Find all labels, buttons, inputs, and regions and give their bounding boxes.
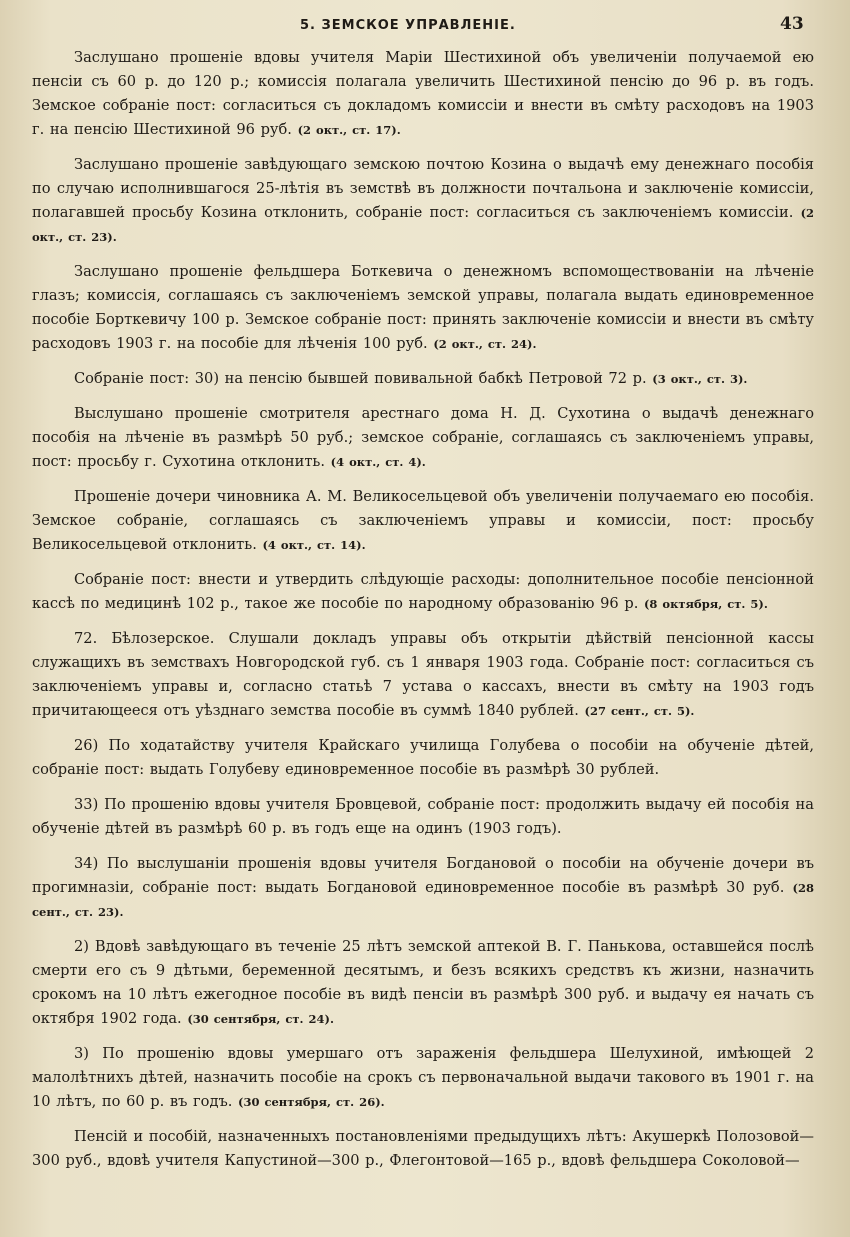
paragraph (32, 935, 814, 1031)
paragraph-text: Заслушано прошеніе фельдшера Боткевича о денежномъ вспомоществованіи на лѣченіе глазъ; комиссія, соглашаясь съ заключеніемъ земской управы, полагала выдать единовременное пособіе Борткевичу 100 р. Земское собраніе пост: принять заключеніе комиссіи и внести въ смѣту расходовъ 1903 г. на пособіе для лѣченія 100 руб. (32, 263, 814, 352)
citation-ref: (4 окт., ст. 14). (262, 538, 366, 552)
citation-ref: (30 сентября, ст. 24). (187, 1012, 334, 1026)
paragraph (32, 367, 814, 391)
page-number: 43 (780, 14, 804, 34)
citation-ref: (30 сентября, ст. 26). (238, 1095, 385, 1109)
citation-ref: (27 сент., ст. 5). (584, 704, 695, 718)
paragraph-text: Выслушано прошеніе смотрителя арестнаго дома Н. Д. Сухотина о выдачѣ денежнаго пособія на лѣченіе въ размѣрѣ 50 руб.; земское собраніе, соглашаясь съ заключеніемъ управы, пост: просьбу г. Сухотина отклонить. (32, 405, 814, 470)
paragraph (32, 852, 814, 924)
paragraph-text: Заслушано прошеніе завѣдующаго земскою почтою Козина о выдачѣ ему денежнаго пособія по случаю исполнившагося 25-лѣтія въ земствѣ въ должности почтальона и заключеніе комиссіи, полагавшей просьбу Козина отклонить, собраніе пост: согласиться съ заключеніемъ комиссіи. (32, 156, 814, 221)
paragraph-text: Собраніе пост: 30) на пенсію бывшей повивальной бабкѣ Петровой 72 р. (74, 370, 647, 387)
paragraph-text: 26) По ходатайству учителя Крайскаго училища Голубева о пособіи на обученіе дѣтей, собраніе пост: выдать Голубеву единовременное пособіе въ размѣрѣ 30 рублей. (32, 737, 814, 778)
citation-ref: (8 октября, ст. 5). (643, 597, 768, 611)
paragraph (32, 46, 814, 142)
paragraph-text: Собраніе пост: внести и утвердить слѣдующіе расходы: дополнительное пособіе пенсіонной кассѣ по медицинѣ 102 р., такое же пособіе по народному образованію 96 р. (32, 571, 814, 612)
citation-ref: (2 окт., ст. 17). (297, 123, 401, 137)
citation-ref: (2 окт., ст. 24). (433, 337, 537, 351)
page-header (0, 10, 850, 40)
running-head: 5. ЗЕМСКОЕ УПРАВЛЕНІЕ. (300, 18, 516, 33)
citation-ref: (4 окт., ст. 4). (330, 455, 426, 469)
paragraph-text: 33) По прошенію вдовы учителя Бровцевой, собраніе пост: продолжить выдачу ей пособія на обученіе дѣтей въ размѣрѣ 60 р. въ годъ еще на одинъ (1903 годъ). (32, 796, 814, 837)
citation-ref: (3 окт., ст. 3). (652, 372, 748, 386)
paragraph (32, 485, 814, 557)
paragraph-text: Прошеніе дочери чиновника А. М. Великосельцевой объ увеличеніи получаемаго ею пособія. Земское собраніе, соглашаясь съ заключеніемъ управы и комиссіи, пост: просьбу Великосельцевой отклонить. (32, 488, 814, 553)
paragraph (32, 1125, 814, 1173)
paragraph (32, 568, 814, 616)
paragraph (32, 1042, 814, 1114)
paragraph-text: 2) Вдовѣ завѣдующаго въ теченіе 25 лѣтъ земской аптекой В. Г. Панькова, оставшейся послѣ смерти его съ 9 дѣтьми, беременной десятымъ, и безъ всякихъ средствъ къ жизни, назначить срокомъ на 10 лѣтъ ежегодное пособіе въ видѣ пенсіи въ размѣрѣ 300 руб. и выдачу ея начать съ октября 1902 года. (32, 938, 814, 1027)
paragraph-text: Пенсій и пособій, назначенныхъ постановленіями предыдущихъ лѣтъ: Акушеркѣ Полозовой—300 руб., вдовѣ учителя Капустиной—300 р., Флегонтовой—165 р., вдовѣ фельдшера Соколовой— (32, 1128, 814, 1169)
paragraph (32, 793, 814, 841)
paragraph (32, 627, 814, 723)
paragraph (32, 402, 814, 474)
citation-ref: (2 окт., ст. 23). (32, 206, 815, 244)
paragraph-text: Заслушано прошеніе вдовы учителя Маріи Шестихиной объ увеличеніи получаемой ею пенсіи съ 60 р. до 120 р.; комиссія полагала увеличить Шестихиной пенсію до 96 р. въ годъ. Земское собраніе пост: согласиться съ докладомъ комиссіи и внести въ смѣту расходовъ на 1903 г. на пенсію Шестихиной 96 руб. (32, 49, 814, 138)
paragraph (32, 260, 814, 356)
paragraph-text: 72. Бѣлозерское. Слушали докладъ управы объ открытіи дѣйствій пенсіонной кассы служащихъ въ земствахъ Новгородской губ. съ 1 января 1903 года. Собраніе пост: согласиться съ заключеніемъ управы и, согласно статьѣ 7 устава о кассахъ, внести въ смѣту на 1903 годъ причитающееся отъ уѣзднаго земства пособіе въ суммѣ 1840 рублей. (32, 630, 814, 719)
paragraph-text: 3) По прошенію вдовы умершаго отъ зараженія фельдшера Шелухиной, имѣющей 2 малолѣтнихъ дѣтей, назначить пособіе на срокъ съ первоначальной выдачи такового въ 1901 г. на 10 лѣтъ, по 60 р. въ годъ. (32, 1045, 814, 1110)
paragraph (32, 734, 814, 782)
page-body (32, 46, 814, 1184)
paragraph (32, 153, 814, 249)
citation-ref: (28 сент., ст. 23). (32, 881, 814, 919)
paragraph-text: 34) По выслушаніи прошенія вдовы учителя Богдановой о пособіи на обученіе дочери въ прогимназіи, собраніе пост: выдать Богдановой единовременное пособіе въ размѣрѣ 30 руб. (32, 855, 814, 896)
